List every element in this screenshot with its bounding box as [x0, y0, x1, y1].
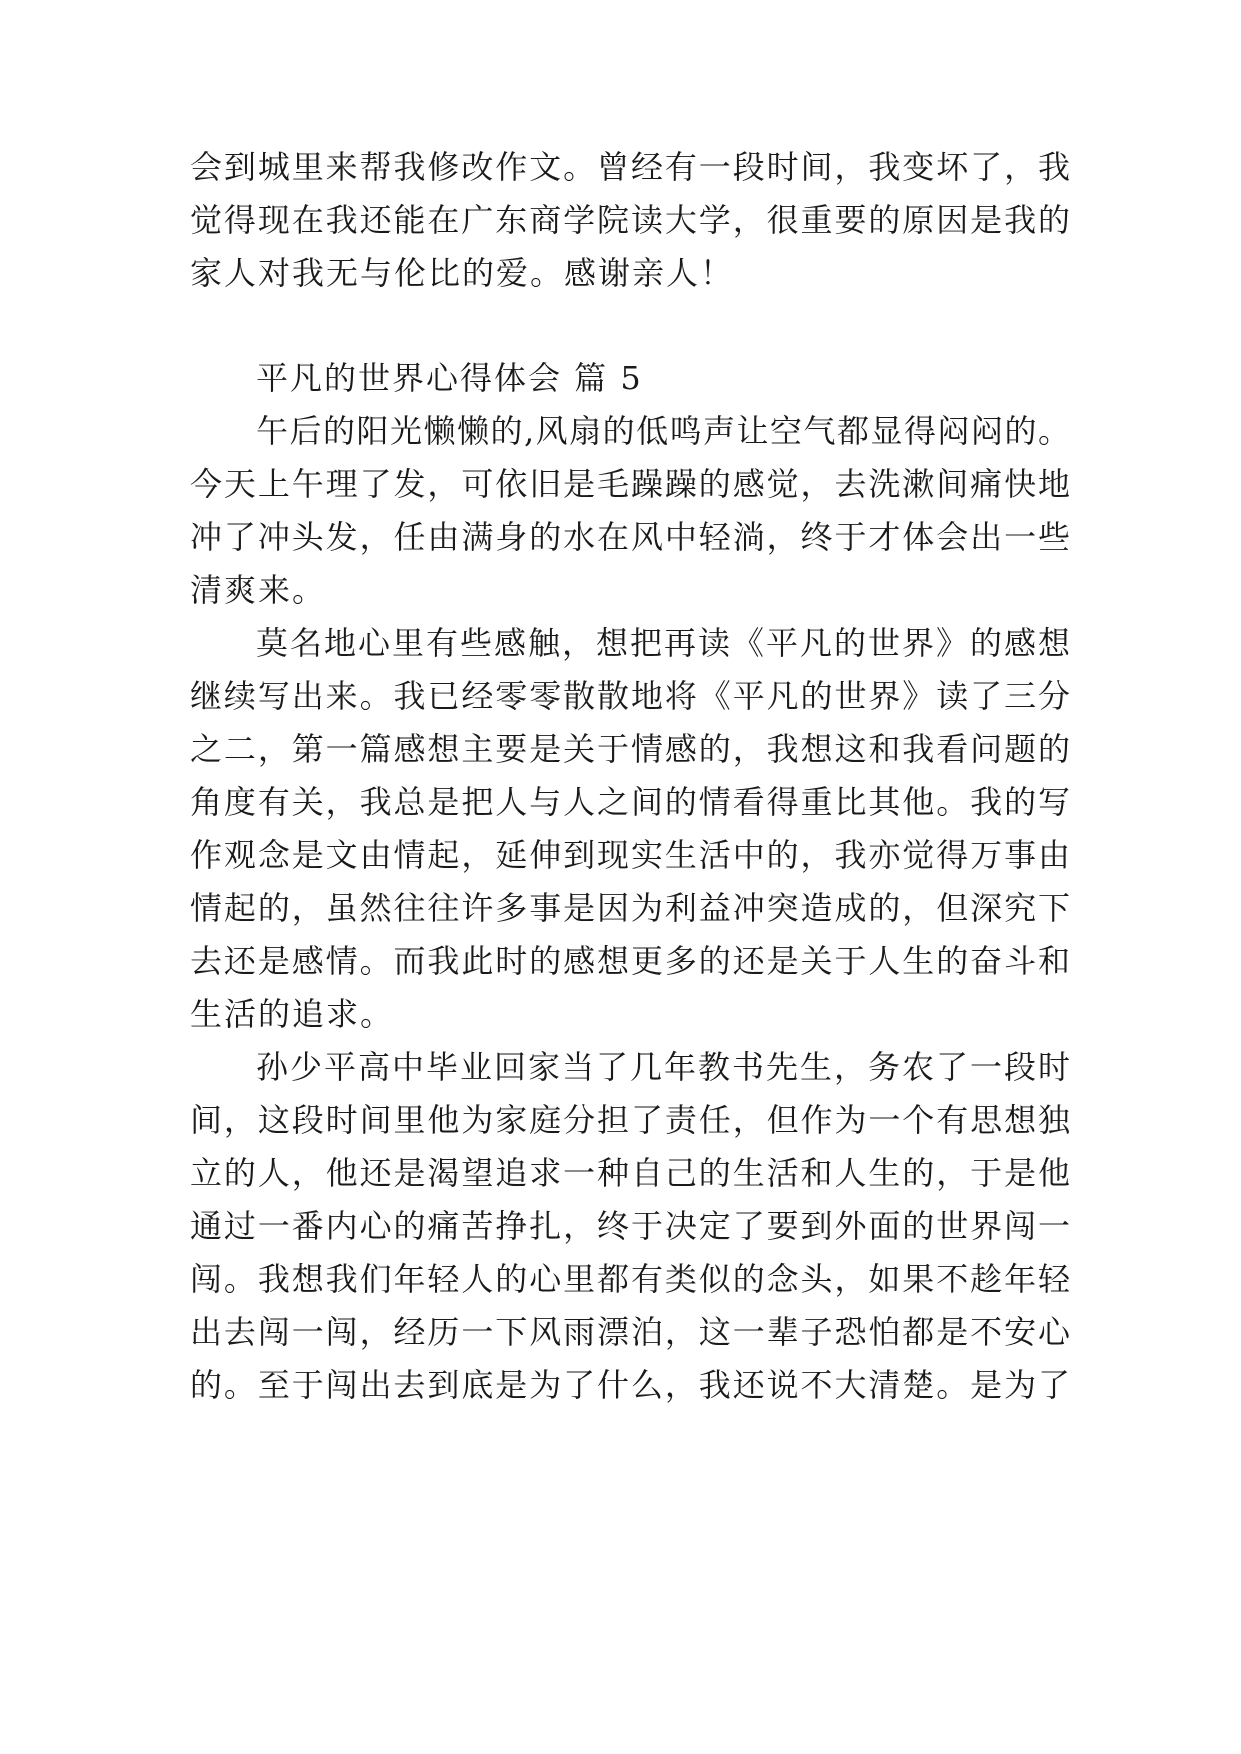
- text-line: 继续写出来。我已经零零散散地将《平凡的世界》读了三分: [190, 677, 1070, 715]
- text-line: 去还是感情。而我此时的感想更多的还是关于人生的奋斗和: [190, 942, 1070, 980]
- text-line: 会到城里来帮我修改作文。曾经有一段时间，我变坏了，我: [190, 148, 1070, 186]
- text-line: 今天上午理了发，可依旧是毛躁躁的感觉，去洗漱间痛快地: [190, 465, 1070, 503]
- text-line: 通过一番内心的痛苦挣扎，终于决定了要到外面的世界闯一: [190, 1207, 1070, 1245]
- text-line: 孙少平高中毕业回家当了几年教书先生，务农了一段时: [256, 1048, 1070, 1086]
- text-line: 闯。我想我们年轻人的心里都有类似的念头，如果不趁年轻: [190, 1260, 1070, 1298]
- text-line: 冲了冲头发，任由满身的水在风中轻淌，终于才体会出一些: [190, 518, 1070, 556]
- text-line: 之二，第一篇感想主要是关于情感的，我想这和我看问题的: [190, 730, 1070, 768]
- text-line: 莫名地心里有些感触，想把再读《平凡的世界》的感想: [256, 624, 1070, 662]
- text-line: 生活的追求。: [190, 995, 395, 1033]
- text-line: 角度有关，我总是把人与人之间的情看得重比其他。我的写: [190, 783, 1070, 821]
- text-line: 午后的阳光懒懒的,风扇的低鸣声让空气都显得闷闷的。: [256, 412, 1070, 450]
- text-line: 出去闯一闯，经历一下风雨漂泊，这一辈子恐怕都是不安心: [190, 1313, 1070, 1351]
- text-line: 作观念是文由情起，延伸到现实生活中的，我亦觉得万事由: [190, 836, 1070, 874]
- text-line: 家人对我无与伦比的爱。感谢亲人！: [190, 254, 735, 292]
- text-line: 觉得现在我还能在广东商学院读大学，很重要的原因是我的: [190, 201, 1070, 239]
- text-line: 情起的，虽然往往许多事是因为利益冲突造成的，但深究下: [190, 889, 1070, 927]
- text-line: 间，这段时间里他为家庭分担了责任，但作为一个有思想独: [190, 1101, 1070, 1139]
- text-line: 的。至于闯出去到底是为了什么，我还说不大清楚。是为了: [190, 1366, 1070, 1404]
- section-heading: 平凡的世界心得体会 篇 5: [256, 359, 643, 397]
- text-line: 清爽来。: [190, 571, 327, 609]
- text-line: 立的人，他还是渴望追求一种自己的生活和人生的，于是他: [190, 1154, 1070, 1192]
